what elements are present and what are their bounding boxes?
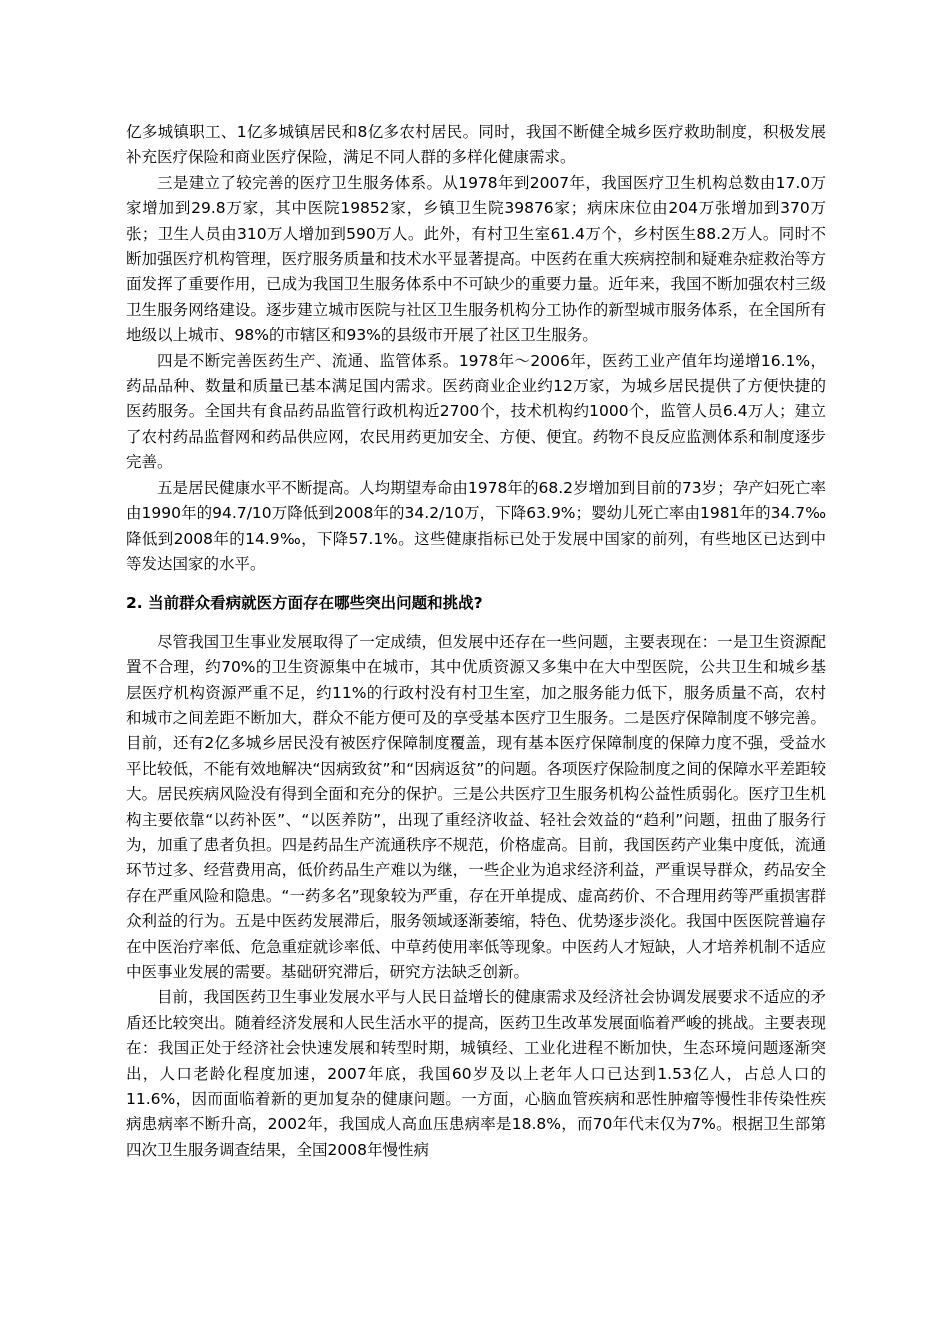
paragraph-continuation: 亿多城镇职工、1亿多城镇居民和8亿多农村居民。同时，我国不断健全城乡医疗救助制度，积极发展补充医疗保险和商业医疗保险，满足不同人群的多样化健康需求。 bbox=[126, 123, 826, 167]
paragraph-pharma-system: 四是不断完善医药生产、流通、监管体系。1978年～2006年，医药工业产值年均递增16.1%，药品品种、数量和质量已基本满足国内需求。医药商业企业约12万家，为城乡居民提供了方便快捷的医药服务。全国共有食品药品监管行政机构近2700个，技术机构约1000个，监管人员6.4万人；建立了农村药品监督网和药品供应网，农民用药更加安全、方便、便宜。药物不良反应监测体系和制度逐步完善。 bbox=[126, 351, 826, 472]
paragraph-challenges: 目前，我国医药卫生事业发展水平与人民日益增长的健康需求及经济社会协调发展要求不适应的矛盾还比较突出。随着经济发展和人民生活水平的提高，医药卫生改革发展面临着严峻的挑战。主要表现在：我国正处于经济社会快速发展和转型时期，城镇经、工业化进程不断加快，生态环境问题逐渐突出，人口老龄化程度加速，2007年底，我国60岁及以上老年人口已达到1.53亿人，占总人口的11.6%，因而面临着新的更加复杂的健康问题。一方面，心脑血管疾病和恶性肿瘤等慢性非传染性疾病患病率不断升高，2002年，我国成人高血压患病率是18.8%，而70年代末仅为7%。根据卫生部第四次卫生服务调查结果，全国2008年慢性病 bbox=[126, 988, 826, 1159]
document-page bbox=[126, 120, 826, 1163]
section-heading: 2. 当前群众看病就医方面存在哪些突出问题和挑战? bbox=[126, 594, 483, 613]
paragraph-service-system: 三是建立了较完善的医疗卫生服务体系。从1978年到2007年，我国医疗卫生机构总数由17.0万家增加到29.8万家，其中医院19852家，乡镇卫生院39876家；病床床位由204万张增加到370万张；卫生人员由310万人增加到590万人。此外，有村卫生室61.4万个，乡村医生88.2万人。同时不断加强医疗机构管理，医疗服务质量和技术水平显著提高。中医药在重大疾病控制和疑难杂症救治等方面发挥了重要作用，已成为我国卫生服务体系中不可缺少的重要力量。近年来，我国不断加强农村三级卫生服务网络建设。逐步建立城市医院与社区卫生服务机构分工协作的新型城市服务体系，在全国所有地级以上城市、98%的市辖区和93%的县级市开展了社区卫生服务。 bbox=[126, 173, 826, 345]
paragraph-health-level: 五是居民健康水平不断提高。人均期望寿命由1978年的68.2岁增加到目前的73岁；孕产妇死亡率由1990年的94.7/10万降低到2008年的34.2/10万，下降63.9%；婴幼儿死亡率由1981年的34.7‰降低到2008年的14.9‰，下降57.1%。这些健康指标已处于发展中国家的前列，有些地区已达到中等发达国家的水平。 bbox=[126, 478, 826, 573]
paragraph-problems: 尽管我国卫生事业发展取得了一定成绩，但发展中还存在一些问题，主要表现在：一是卫生资源配置不合理，约70%的卫生资源集中在城市，其中优质资源又多集中在大中型医院，公共卫生和城乡基层医疗机构资源严重不足，约11%的行政村没有村卫生室，加之服务能力低下，服务质量不高，农村和城市之间差距不断加大，群众不能方便可及的享受基本医疗卫生服务。二是医疗保障制度不够完善。目前，还有2亿多城乡居民没有被医疗保障制度覆盖，现有基本医疗保障制度的保障力度不强，受益水平比较低，不能有效地解决“因病致贫”和“因病返贫”的问题。各项医疗保险制度之间的保障水平差距较大。居民疾病风险没有得到全面和充分的保护。三是公共医疗卫生服务机构公益性质弱化。医疗卫生机构主要依靠“以药补医”、“以医养防”，出现了重经济收益、轻社会效益的“趋利”问题，扭曲了服务行为，加重了患者负担。四是药品生产流通秩序不规范，价格虚高。目前，我国医药产业集中度低，流通环节过多、经营费用高，低价药品生产难以为继，一些企业为追求经济利益，严重误导群众，药品安全存在严重风险和隐患。“一药多名”现象较为严重，存在开单提成、虚高药价、不合理用药等严重损害群众利益的行为。五是中医药发展滞后，服务领域逐渐萎缩，特色、优势逐步淡化。我国中医医院普遍存在中医治疗率低、危急重症就诊率低、中草药使用率低等现象。中医药人才短缺，人才培养机制不适应中医事业发展的需要。基础研究滞后，研究方法缺乏创新。 bbox=[126, 632, 826, 981]
